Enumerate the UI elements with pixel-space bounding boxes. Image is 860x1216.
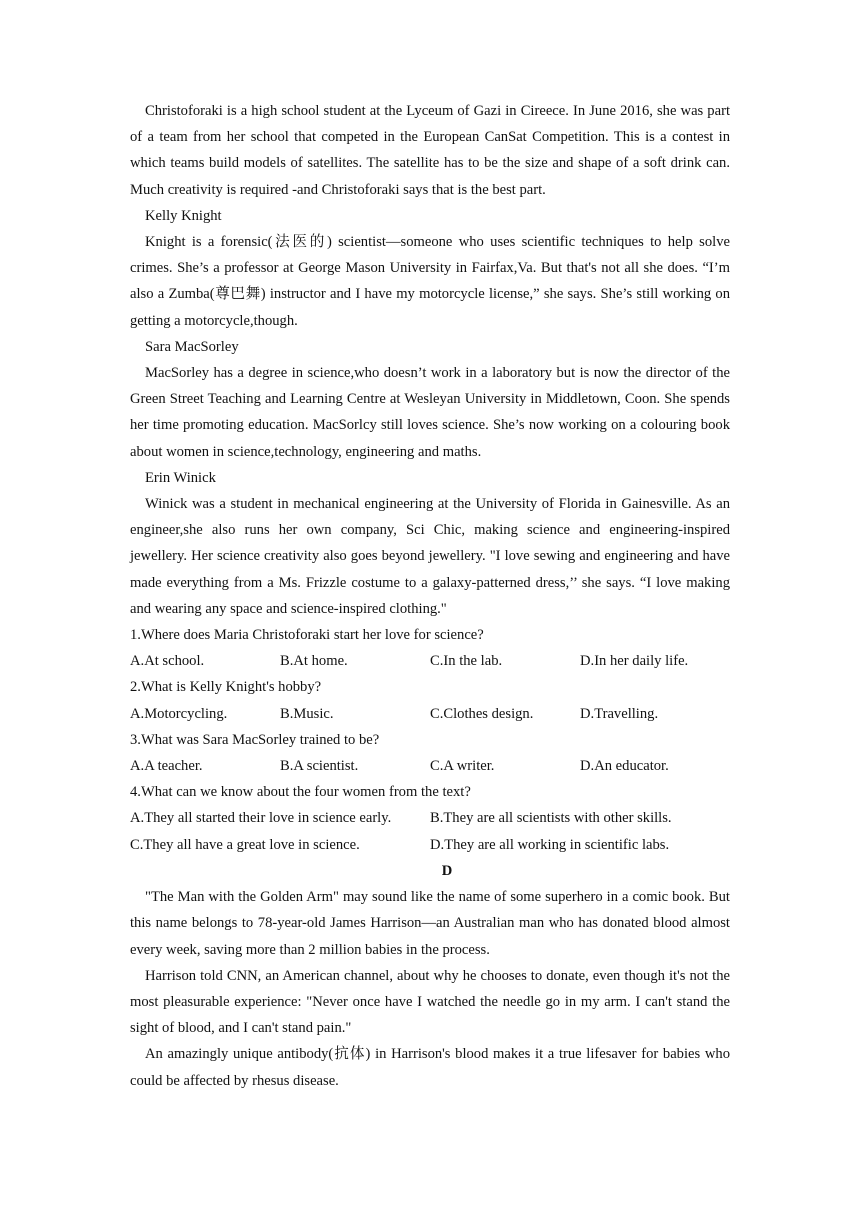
profile-name-sara-macsorley: Sara MacSorley [145,338,239,355]
passage-c-intro-paragraph: Christoforaki is a high school student at the Lyceum of Gazi in Cireece. In June 2016, she was part of a team from her school that competed in the European CanSat Competition. This is a contest in which teams build models of satellites. The satellite has to be the size and shape of a soft drink can. Much creativity is required -and Christoforaki says that is the best part. [130,103,730,198]
question-3-option-b: B.A scientist. [280,758,359,775]
question-2-option-d: D.Travelling. [580,705,659,722]
profile-text-sara-macsorley: MacSorley has a degree in science,who doesn’t work in a laboratory but is now the director of the Green Street Teaching and Learning Centre at Wesleyan University in Middletown, Coon. She spends her time promoting education. MacSorlcy still loves science. She’s now working on a colouring book about women in science,technology, engineering and maths. [130,365,730,460]
question-1-option-a: A.At school. [130,653,205,670]
question-2-option-b: B.Music. [280,705,334,722]
passage-d-paragraph-3: An amazingly unique antibody(抗体) in Harrison's blood makes it a true lifesaver for babies who could be affected by rhesus disease. [130,1046,730,1089]
question-4-stem: 4.What can we know about the four women from the text? [130,784,471,801]
passage-d-paragraph-2: Harrison told CNN, an American channel, about why he chooses to donate, even though it's not the most pleasurable experience: "Never once have I watched the needle go in my arm. I can't stand the sight of blood, and I can't stand pain." [130,967,730,1037]
question-4-option-c: C.They all have a great love in science. [130,836,360,853]
question-3-option-a: A.A teacher. [130,758,203,775]
question-1-stem: 1.Where does Maria Christoforaki start her love for science? [130,627,484,644]
question-1-option-d: D.In her daily life. [580,653,689,670]
question-1-option-c: C.In the lab. [430,653,503,670]
question-3-option-d: D.An educator. [580,758,669,775]
question-1-option-b: B.At home. [280,653,348,670]
question-4-options-row-1 [130,805,730,831]
question-3-option-c: C.A writer. [430,758,495,775]
question-2-options [130,701,730,727]
question-1-options [130,648,730,674]
section-heading-d: D [441,862,453,879]
question-3-stem: 3.What was Sara MacSorley trained to be? [130,731,380,748]
question-2-stem: 2.What is Kelly Knight's hobby? [130,679,322,696]
question-4-option-b: B.They are all scientists with other skills. [430,810,672,827]
passage-d-paragraph-1: "The Man with the Golden Arm" may sound like the name of some superhero in a comic book. But this name belongs to 78-year-old James Harrison—an Australian man who has donated blood almost every week, saving more than 2 million babies in the process. [130,889,730,958]
question-block [130,622,730,858]
question-2-option-a: A.Motorcycling. [130,705,228,722]
document-page [130,98,730,1094]
profile-text-erin-winick: Winick was a student in mechanical engineering at the University of Florida in Gainesville. As an engineer,she also runs her own company, Sci Chic, making science and engineering-inspired jewellery. Her science creativity also goes beyond jewellery. "I love sewing and engineering and have made everything from a Ms. Frizzle costume to a galaxy-patterned dress,’’ she says. “I love making and wearing any space and science-inspired clothing." [130,496,730,617]
question-4-option-a: A.They all started their love in science early. [130,810,392,827]
question-4-options-row-2 [130,832,730,858]
profile-text-kelly-knight: Knight is a forensic(法医的) scientist—someone who uses scientific techniques to help solve crimes. She’s a professor at George Mason University in Fairfax,Va. But that's not all she does. “I’m also a Zumba(尊巴舞) instructor and I have my motorcycle license,” she says. She’s still working on getting a motorcycle,though. [130,234,730,329]
question-3-options [130,753,730,779]
question-2-option-c: C.Clothes design. [430,705,534,722]
profile-name-kelly-knight: Kelly Knight [145,207,222,224]
profile-name-erin-winick: Erin Winick [145,469,216,486]
question-4-option-d: D.They are all working in scientific labs. [430,836,670,853]
